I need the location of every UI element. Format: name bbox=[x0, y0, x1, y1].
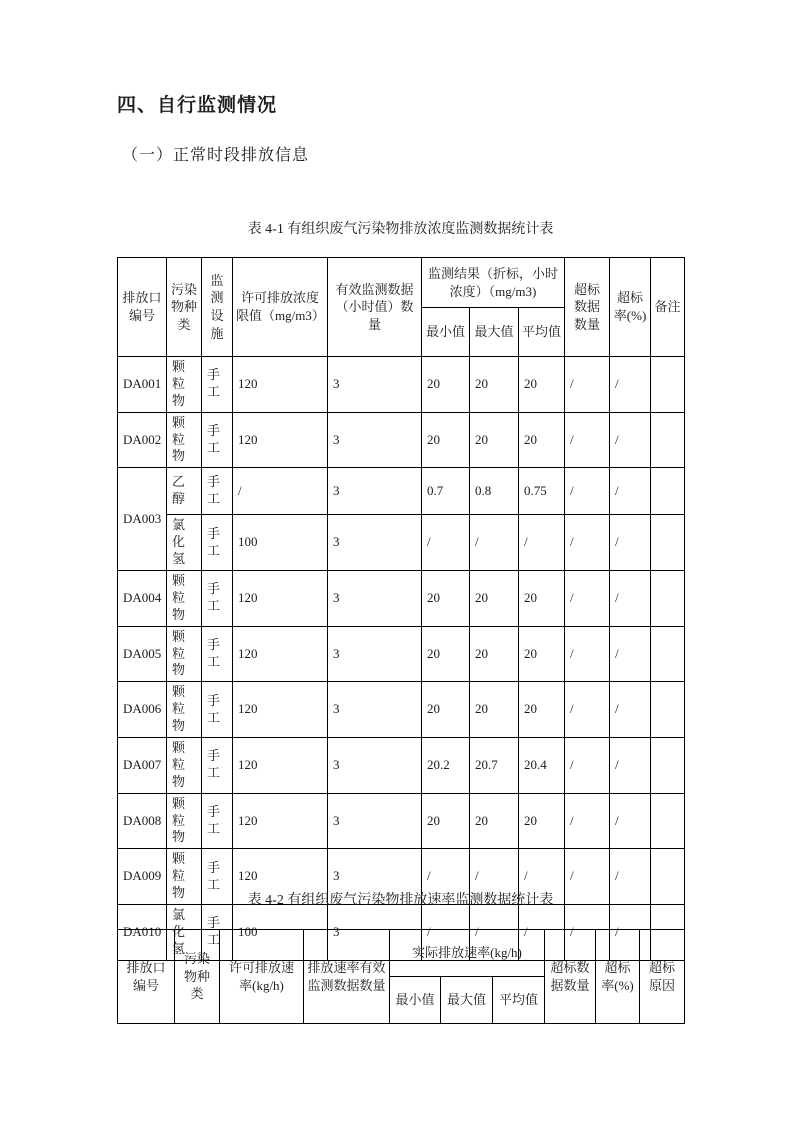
cell-max: / bbox=[470, 515, 519, 571]
cell-pollutant: 乙醇 bbox=[167, 468, 202, 515]
cell-max: 20.7 bbox=[470, 738, 519, 794]
cell-exceed-rate: / bbox=[610, 515, 651, 571]
cell-min: / bbox=[422, 849, 470, 905]
cell-min: 20 bbox=[422, 412, 470, 468]
table1-body bbox=[118, 357, 685, 961]
col-header-limit: 许可排放浓度限值（mg/m3） bbox=[233, 258, 328, 357]
col-header-exceed-reason: 超标原因 bbox=[640, 930, 685, 1024]
table-row bbox=[118, 626, 685, 682]
cell-exceed-rate: / bbox=[610, 905, 651, 961]
table2-header-row-1 bbox=[118, 930, 685, 977]
table1-caption: 表 4-1 有组织废气污染物排放浓度监测数据统计表 bbox=[247, 222, 554, 237]
cell-pollutant: 氯化氢 bbox=[167, 515, 202, 571]
cell-avg: / bbox=[519, 905, 565, 961]
cell-count: 3 bbox=[328, 849, 422, 905]
cell-min: 20 bbox=[422, 682, 470, 738]
cell-min: 20 bbox=[422, 626, 470, 682]
cell-exceed-count: / bbox=[565, 682, 610, 738]
cell-remark bbox=[651, 571, 685, 627]
cell-pollutant: 氯化氢 bbox=[167, 905, 202, 961]
cell-facility: 手工 bbox=[202, 412, 233, 468]
col-header-exceed-rate: 超标率(%) bbox=[610, 258, 651, 357]
cell-count: 3 bbox=[328, 357, 422, 413]
cell-exceed-count: / bbox=[565, 515, 610, 571]
cell-facility: 手工 bbox=[202, 515, 233, 571]
table-row bbox=[118, 468, 685, 515]
cell-avg: 20 bbox=[519, 793, 565, 849]
cell-exceed-rate: / bbox=[610, 738, 651, 794]
col-header-rate-limit: 许可排放速率(kg/h) bbox=[220, 930, 304, 1024]
table1-header-row-1 bbox=[118, 258, 685, 308]
cell-max: 20 bbox=[470, 357, 519, 413]
cell-count: 3 bbox=[328, 468, 422, 515]
cell-pollutant: 颗粒物 bbox=[167, 793, 202, 849]
col-header-facility: 监测设施 bbox=[202, 258, 233, 357]
cell-max: 0.8 bbox=[470, 468, 519, 515]
cell-exceed-rate: / bbox=[610, 626, 651, 682]
cell-exceed-rate: / bbox=[610, 571, 651, 627]
table-row bbox=[118, 412, 685, 468]
cell-exceed-count: / bbox=[565, 905, 610, 961]
cell-outlet: DA010 bbox=[118, 905, 167, 961]
col-header-result-group: 监测结果（折标，小时浓度）（mg/m3) bbox=[422, 258, 565, 308]
cell-exceed-count: / bbox=[565, 468, 610, 515]
cell-max: 20 bbox=[470, 626, 519, 682]
emission-rate-monitoring-table bbox=[117, 929, 685, 1024]
cell-exceed-count: / bbox=[565, 357, 610, 413]
cell-avg: 20 bbox=[519, 626, 565, 682]
cell-min: / bbox=[422, 905, 470, 961]
col-header-max: 最大值 bbox=[470, 308, 519, 357]
cell-limit: 120 bbox=[233, 682, 328, 738]
cell-pollutant: 颗粒物 bbox=[167, 571, 202, 627]
cell-remark bbox=[651, 357, 685, 413]
cell-avg: 20 bbox=[519, 682, 565, 738]
cell-facility: 手工 bbox=[202, 905, 233, 961]
cell-max: / bbox=[470, 905, 519, 961]
cell-pollutant: 颗粒物 bbox=[167, 682, 202, 738]
cell-outlet: DA007 bbox=[118, 738, 167, 794]
concentration-monitoring-table bbox=[117, 257, 685, 961]
cell-limit: 100 bbox=[233, 905, 328, 961]
cell-count: 3 bbox=[328, 412, 422, 468]
cell-facility: 手工 bbox=[202, 571, 233, 627]
cell-min: / bbox=[422, 515, 470, 571]
col-header-actual-rate-group: 实际排放速率(kg/h) bbox=[390, 930, 545, 977]
cell-facility: 手工 bbox=[202, 738, 233, 794]
cell-facility: 手工 bbox=[202, 682, 233, 738]
cell-pollutant: 颗粒物 bbox=[167, 738, 202, 794]
cell-max: 20 bbox=[470, 571, 519, 627]
section-heading: 四、自行监测情况 bbox=[117, 95, 278, 116]
cell-avg: 20 bbox=[519, 412, 565, 468]
col-header-avg: 平均值 bbox=[493, 977, 545, 1024]
cell-remark bbox=[651, 468, 685, 515]
cell-facility: 手工 bbox=[202, 793, 233, 849]
cell-count: 3 bbox=[328, 682, 422, 738]
cell-remark bbox=[651, 738, 685, 794]
cell-count: 3 bbox=[328, 738, 422, 794]
cell-exceed-rate: / bbox=[610, 412, 651, 468]
cell-remark bbox=[651, 626, 685, 682]
col-header-exceed-count: 超标数据数量 bbox=[565, 258, 610, 357]
cell-max: 20 bbox=[470, 412, 519, 468]
cell-count: 3 bbox=[328, 626, 422, 682]
cell-limit: 120 bbox=[233, 412, 328, 468]
cell-pollutant: 颗粒物 bbox=[167, 412, 202, 468]
table-row bbox=[118, 793, 685, 849]
col-header-min: 最小值 bbox=[390, 977, 441, 1024]
cell-pollutant: 颗粒物 bbox=[167, 626, 202, 682]
cell-exceed-count: / bbox=[565, 571, 610, 627]
cell-outlet: DA005 bbox=[118, 626, 167, 682]
cell-avg: 20 bbox=[519, 571, 565, 627]
cell-remark bbox=[651, 682, 685, 738]
col-header-outlet: 排放口编号 bbox=[118, 930, 175, 1024]
cell-exceed-count: / bbox=[565, 738, 610, 794]
col-header-exceed-rate: 超标率(%) bbox=[596, 930, 640, 1024]
cell-outlet: DA008 bbox=[118, 793, 167, 849]
cell-max: 20 bbox=[470, 682, 519, 738]
sub-section-heading: （一）正常时段排放信息 bbox=[122, 147, 310, 164]
cell-facility: 手工 bbox=[202, 626, 233, 682]
cell-remark bbox=[651, 793, 685, 849]
cell-exceed-count: / bbox=[565, 849, 610, 905]
cell-limit: 100 bbox=[233, 515, 328, 571]
cell-limit: 120 bbox=[233, 738, 328, 794]
table-row bbox=[118, 357, 685, 413]
table2-caption: 表 4-2 有组织废气污染物排放速率监测数据统计表 bbox=[247, 893, 554, 908]
cell-min: 20 bbox=[422, 571, 470, 627]
cell-exceed-rate: / bbox=[610, 793, 651, 849]
cell-remark bbox=[651, 412, 685, 468]
cell-outlet: DA004 bbox=[118, 571, 167, 627]
cell-facility: 手工 bbox=[202, 849, 233, 905]
table-row bbox=[118, 682, 685, 738]
col-header-exceed-count: 超标数据数量 bbox=[545, 930, 596, 1024]
cell-count: 3 bbox=[328, 515, 422, 571]
cell-exceed-count: / bbox=[565, 412, 610, 468]
cell-min: 20 bbox=[422, 793, 470, 849]
cell-exceed-rate: / bbox=[610, 357, 651, 413]
cell-exceed-rate: / bbox=[610, 682, 651, 738]
cell-exceed-count: / bbox=[565, 793, 610, 849]
cell-remark bbox=[651, 515, 685, 571]
cell-outlet: DA006 bbox=[118, 682, 167, 738]
cell-facility: 手工 bbox=[202, 357, 233, 413]
col-header-max: 最大值 bbox=[441, 977, 493, 1024]
cell-min: 0.7 bbox=[422, 468, 470, 515]
cell-limit: / bbox=[233, 468, 328, 515]
col-header-remark: 备注 bbox=[651, 258, 685, 357]
cell-outlet: DA001 bbox=[118, 357, 167, 413]
cell-pollutant: 颗粒物 bbox=[167, 357, 202, 413]
cell-count: 3 bbox=[328, 905, 422, 961]
cell-avg: / bbox=[519, 849, 565, 905]
cell-limit: 120 bbox=[233, 793, 328, 849]
cell-outlet: DA002 bbox=[118, 412, 167, 468]
cell-exceed-count: / bbox=[565, 626, 610, 682]
cell-exceed-rate: / bbox=[610, 849, 651, 905]
col-header-valid-count: 排放速率有效监测数据数量 bbox=[304, 930, 390, 1024]
cell-count: 3 bbox=[328, 571, 422, 627]
table-row bbox=[118, 571, 685, 627]
col-header-min: 最小值 bbox=[422, 308, 470, 357]
cell-min: 20.2 bbox=[422, 738, 470, 794]
cell-min: 20 bbox=[422, 357, 470, 413]
col-header-avg: 平均值 bbox=[519, 308, 565, 357]
cell-limit: 120 bbox=[233, 626, 328, 682]
cell-outlet: DA009 bbox=[118, 849, 167, 905]
cell-pollutant: 颗粒物 bbox=[167, 849, 202, 905]
cell-avg: 20 bbox=[519, 357, 565, 413]
col-header-pollutant: 污染物种类 bbox=[167, 258, 202, 357]
cell-avg: 0.75 bbox=[519, 468, 565, 515]
cell-outlet: DA003 bbox=[118, 468, 167, 571]
cell-exceed-rate: / bbox=[610, 468, 651, 515]
table-row bbox=[118, 738, 685, 794]
cell-max: 20 bbox=[470, 793, 519, 849]
table-row bbox=[118, 515, 685, 571]
cell-max: / bbox=[470, 849, 519, 905]
cell-avg: 20.4 bbox=[519, 738, 565, 794]
cell-count: 3 bbox=[328, 793, 422, 849]
cell-limit: 120 bbox=[233, 849, 328, 905]
cell-limit: 120 bbox=[233, 571, 328, 627]
cell-facility: 手工 bbox=[202, 468, 233, 515]
cell-avg: / bbox=[519, 515, 565, 571]
col-header-outlet: 排放口编号 bbox=[118, 258, 167, 357]
col-header-pollutant: 污染物种类 bbox=[175, 930, 220, 1024]
cell-limit: 120 bbox=[233, 357, 328, 413]
col-header-valid-count: 有效监测数据（小时值）数量 bbox=[328, 258, 422, 357]
